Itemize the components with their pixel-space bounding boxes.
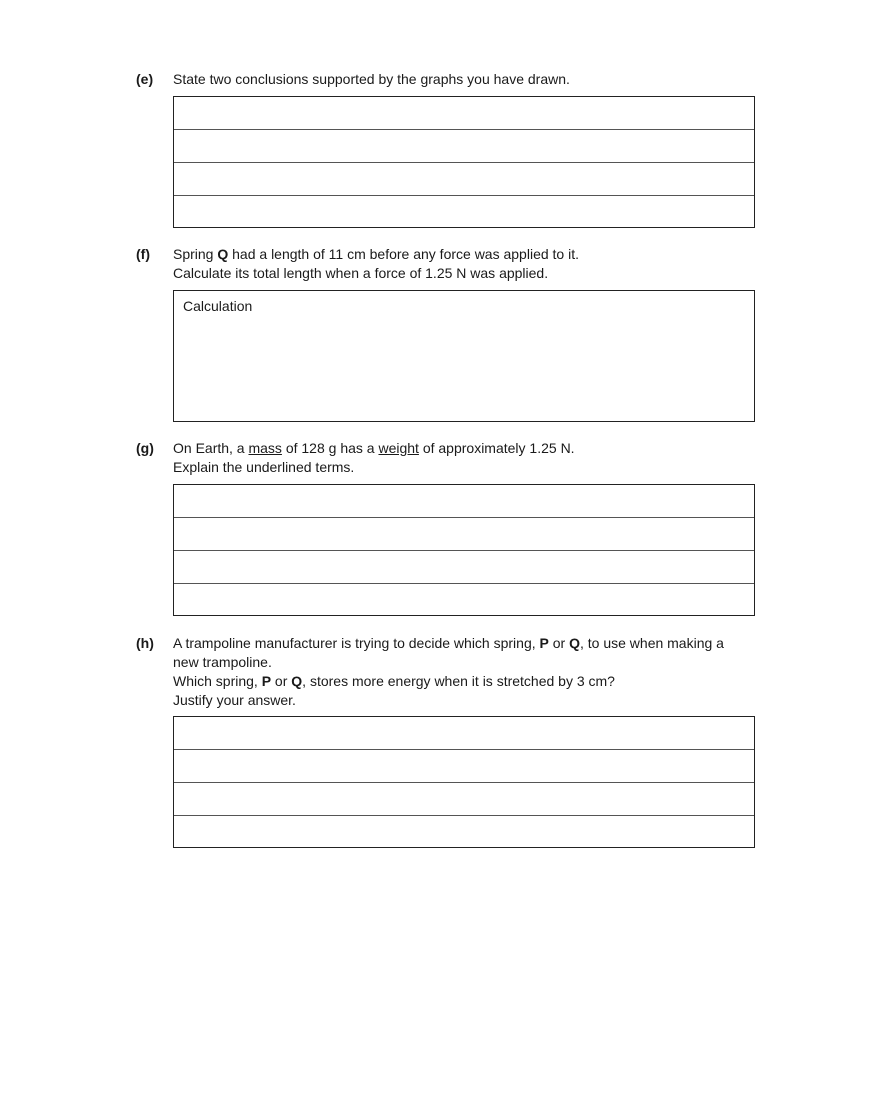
spring-p-label: P: [539, 635, 549, 651]
text-segment: , stores more energy when it is stretched by 3 cm?: [302, 673, 615, 689]
text-segment: of approximately 1.25 N.: [418, 440, 575, 456]
answer-line[interactable]: [174, 163, 754, 196]
question-text: [173, 70, 758, 89]
answer-line[interactable]: [174, 130, 754, 163]
question-text-line: [173, 245, 758, 264]
text-segment: A trampoline manufacturer is trying to decide which spring,: [173, 635, 540, 651]
answer-line[interactable]: [174, 717, 754, 750]
text-segment: Which spring,: [173, 673, 262, 689]
question-number: (e): [136, 71, 154, 87]
question-text-line: Calculate its total length when a force of 1.25 N was applied.: [173, 265, 549, 281]
question-text-line: Explain the underlined terms.: [173, 459, 355, 475]
answer-line[interactable]: [174, 783, 754, 816]
answer-line[interactable]: [174, 584, 754, 617]
underlined-term-mass: mass: [248, 440, 282, 456]
question-text-line: new trampoline.: [173, 654, 272, 670]
answer-line[interactable]: [174, 97, 754, 130]
calculation-box[interactable]: [173, 290, 755, 422]
question-number: (h): [136, 635, 154, 651]
answer-line[interactable]: [174, 750, 754, 783]
question-text: [173, 634, 758, 710]
text-segment: or: [548, 635, 570, 651]
answer-line[interactable]: [174, 518, 754, 551]
question-number: (g): [136, 440, 154, 456]
question-text: [173, 439, 758, 477]
underlined-term-weight: weight: [378, 440, 419, 456]
answer-line[interactable]: [174, 485, 754, 518]
text-segment: , to use when making a: [579, 635, 724, 651]
question-number: (f): [136, 246, 150, 262]
question-text-line: Justify your answer.: [173, 692, 296, 708]
text-segment: or: [271, 673, 292, 689]
spring-q-label: Q: [291, 673, 303, 689]
question-text-line: [173, 672, 758, 691]
text-segment: Spring: [173, 246, 218, 262]
text-segment: On Earth, a: [173, 440, 249, 456]
text-segment: of 128 g has a: [281, 440, 379, 456]
text-segment: had a length of 11 cm before any force was applied to it.: [228, 246, 579, 262]
answer-lines-box[interactable]: [173, 716, 755, 848]
question-text: [173, 245, 758, 283]
answer-lines-box[interactable]: [173, 96, 755, 228]
answer-line[interactable]: [174, 196, 754, 229]
question-text-line: [173, 439, 758, 458]
question-text-line: [173, 634, 758, 653]
spring-q-label: Q: [217, 246, 229, 262]
question-text-line: State two conclusions supported by the graphs you have drawn.: [173, 71, 570, 87]
calculation-label: Calculation: [183, 298, 253, 314]
answer-line[interactable]: [174, 816, 754, 849]
spring-p-label: P: [261, 673, 272, 689]
spring-q-label: Q: [569, 635, 580, 651]
answer-lines-box[interactable]: [173, 484, 755, 616]
answer-line[interactable]: [174, 551, 754, 584]
